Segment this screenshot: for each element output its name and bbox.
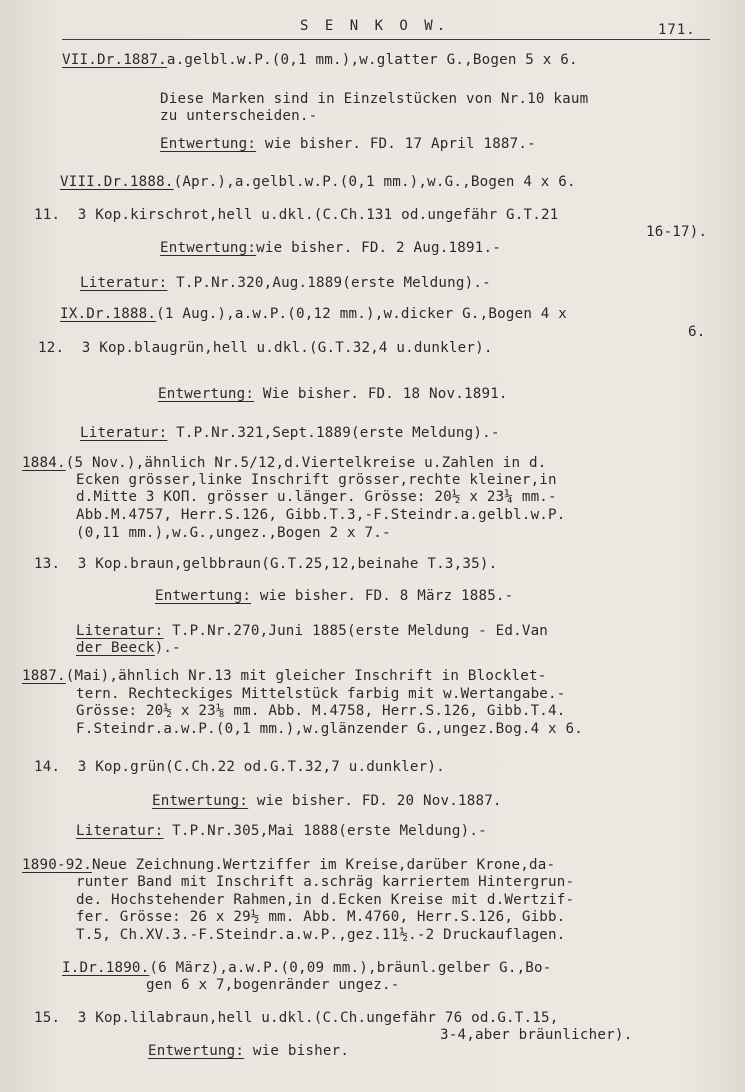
line-text: wie bisher. FD. 8 März 1885.- bbox=[251, 588, 514, 604]
text-line bbox=[160, 136, 536, 153]
line-text: tern. Rechteckiges Mittelstück farbig mit w.Wertangabe.- bbox=[76, 686, 566, 702]
text-line bbox=[22, 857, 555, 874]
line-text: runter Band mit Inschrift a.schräg karriertem Hintergrun- bbox=[76, 874, 575, 890]
text-line bbox=[76, 823, 487, 840]
line-text: fer. Grösse: 26 x 29½ mm. Abb. M.4760, Herr.S.126, Gibb. bbox=[76, 909, 566, 925]
text-line bbox=[646, 224, 707, 241]
text-line bbox=[80, 275, 491, 292]
text-line bbox=[76, 892, 574, 909]
line-text: 3 Kop.blaugrün,hell u.dkl.(G.T.32,4 u.dunkler). bbox=[81, 340, 493, 356]
item-number: 13. bbox=[34, 556, 78, 572]
underlined-heading: Entwertung: bbox=[160, 136, 257, 152]
text-line bbox=[440, 1027, 632, 1044]
underlined-heading: Entwertung: bbox=[148, 1043, 245, 1059]
text-line bbox=[62, 960, 552, 977]
underlined-heading: I.Dr.1890. bbox=[62, 960, 150, 976]
line-text: Neue Zeichnung.Wertziffer im Kreise,darüber Krone,da- bbox=[91, 857, 556, 873]
text-line bbox=[76, 489, 557, 506]
underlined-heading: Entwertung: bbox=[155, 588, 252, 604]
text-line bbox=[76, 703, 566, 720]
item-number: 15. bbox=[34, 1010, 78, 1026]
text-line bbox=[76, 721, 583, 738]
page-header-title: S E N K O W. bbox=[300, 18, 450, 34]
line-text: wie bisher. FD. 20 Nov.1887. bbox=[248, 793, 502, 809]
text-line bbox=[60, 174, 576, 191]
text-line bbox=[158, 386, 508, 403]
line-text: wie bisher. FD. 2 Aug.1891.- bbox=[256, 240, 501, 256]
header-rule bbox=[62, 39, 710, 40]
text-line bbox=[76, 927, 566, 944]
text-line bbox=[160, 240, 501, 257]
text-line bbox=[76, 507, 566, 524]
line-text: T.5, Ch.XV.3.-F.Steindr.a.w.P.,gez.11½.-2 Druckauflagen. bbox=[76, 927, 566, 943]
text-line bbox=[60, 306, 567, 323]
text-line bbox=[22, 668, 547, 685]
underlined-heading: Literatur: bbox=[80, 275, 168, 291]
underlined-heading: Entwertung: bbox=[158, 386, 255, 402]
underlined-heading: Entwertung: bbox=[152, 793, 249, 809]
text-line bbox=[688, 324, 705, 341]
line-text: T.P.Nr.321,Sept.1889(erste Meldung).- bbox=[167, 425, 500, 441]
line-text: Wie bisher. FD. 18 Nov.1891. bbox=[254, 386, 508, 402]
text-line bbox=[152, 793, 502, 810]
page-number: 171. bbox=[658, 22, 696, 38]
line-text: wie bisher. bbox=[244, 1043, 350, 1059]
line-text: d.Mitte 3 КОП. grösser u.länger. Grösse: 20½ x 23¼ mm.- bbox=[76, 489, 557, 505]
text-line bbox=[34, 759, 445, 776]
underlined-heading: VII.Dr.1887. bbox=[62, 52, 167, 68]
text-line bbox=[160, 91, 588, 108]
item-number: 12. bbox=[38, 340, 82, 356]
underlined-heading: IX.Dr.1888. bbox=[60, 306, 157, 322]
text-line bbox=[76, 686, 566, 703]
line-text: 3 Kop.lilabraun,hell u.dkl.(C.Ch.ungefähr 76 od.G.T.15, bbox=[77, 1010, 559, 1026]
underlined-heading: Literatur: bbox=[76, 823, 164, 839]
underlined-heading: 1884. bbox=[22, 455, 66, 471]
underlined-heading: Literatur: bbox=[76, 623, 164, 639]
line-text: gen 6 x 7,bogenränder ungez.- bbox=[146, 977, 400, 993]
underlined-heading: Entwertung: bbox=[160, 240, 257, 256]
line-text: (5 Nov.),ähnlich Nr.5/12,d.Viertelkreise u.Zahlen in d. bbox=[65, 455, 547, 471]
text-line bbox=[22, 455, 547, 472]
text-line bbox=[34, 207, 559, 224]
line-text: (6 März),a.w.P.(0,09 mm.),bräunl.gelber G.,Bo- bbox=[149, 960, 552, 976]
line-text: a.gelbl.w.P.(0,1 mm.),w.glatter G.,Bogen 5 x 6. bbox=[166, 52, 578, 68]
line-text: T.P.Nr.305,Mai 1888(erste Meldung).- bbox=[163, 823, 487, 839]
text-line bbox=[76, 874, 574, 891]
item-number: 14. bbox=[34, 759, 78, 775]
text-line bbox=[80, 425, 500, 442]
text-line bbox=[34, 1010, 559, 1027]
underlined-heading: 1890-92. bbox=[22, 857, 92, 873]
line-text: 3 Kop.kirschrot,hell u.dkl.(C.Ch.131 od.ungefähr G.T.21 bbox=[77, 207, 559, 223]
line-text: F.Steindr.a.w.P.(0,1 mm.),w.glänzender G.,ungez.Bog.4 x 6. bbox=[76, 721, 584, 737]
text-line bbox=[62, 52, 578, 69]
text-line bbox=[76, 472, 557, 489]
text-line bbox=[38, 340, 493, 357]
text-line bbox=[160, 108, 317, 125]
item-number: 11. bbox=[34, 207, 78, 223]
text-line bbox=[76, 623, 548, 640]
text-line bbox=[146, 977, 400, 994]
line-text: 3 Kop.braun,gelbbraun(G.T.25,12,beinahe T.3,35). bbox=[77, 556, 498, 572]
line-text: Abb.M.4757, Herr.S.126, Gibb.T.3,-F.Steindr.a.gelbl.w.P. bbox=[76, 507, 566, 523]
text-line bbox=[34, 556, 497, 573]
line-text: de. Hochstehender Rahmen,in d.Ecken Kreise mit d.Wertzif- bbox=[76, 892, 575, 908]
line-text: (1 Aug.),a.w.P.(0,12 mm.),w.dicker G.,Bogen 4 x bbox=[156, 306, 568, 322]
line-text: wie bisher. FD. 17 April 1887.- bbox=[256, 136, 536, 152]
line-text: Diese Marken sind in Einzelstücken von Nr.10 kaum bbox=[160, 91, 589, 107]
underlined-heading: Literatur: bbox=[80, 425, 168, 441]
line-text: 3-4,aber bräunlicher). bbox=[440, 1027, 633, 1043]
text-line bbox=[155, 588, 513, 605]
text-line bbox=[76, 525, 391, 542]
line-text: T.P.Nr.320,Aug.1889(erste Meldung).- bbox=[167, 275, 491, 291]
text-line bbox=[76, 640, 181, 657]
line-text: ).- bbox=[154, 640, 181, 656]
underlined-heading: VIII.Dr.1888. bbox=[60, 174, 174, 190]
line-text: T.P.Nr.270,Juni 1885(erste Meldung - Ed.Van bbox=[163, 623, 549, 639]
underlined-heading: 1887. bbox=[22, 668, 66, 684]
text-line bbox=[76, 909, 566, 926]
line-text: zu unterscheiden.- bbox=[160, 108, 318, 124]
line-text: (Mai),ähnlich Nr.13 mit gleicher Inschrift in Blocklet- bbox=[65, 668, 547, 684]
line-text: 6. bbox=[688, 324, 706, 340]
line-text: (Apr.),a.gelbl.w.P.(0,1 mm.),w.G.,Bogen 4 x 6. bbox=[173, 174, 576, 190]
line-text: (0,11 mm.),w.G.,ungez.,Bogen 2 x 7.- bbox=[76, 525, 391, 541]
line-text: Ecken grösser,linke Inschrift grösser,rechte kleiner,in bbox=[76, 472, 557, 488]
text-line bbox=[148, 1043, 349, 1060]
underlined-heading: der Beeck bbox=[76, 640, 155, 656]
line-text: Grösse: 20½ x 23⅛ mm. Abb. M.4758, Herr.S.126, Gibb.T.4. bbox=[76, 703, 566, 719]
line-text: 3 Kop.grün(C.Ch.22 od.G.T.32,7 u.dunkler). bbox=[77, 759, 445, 775]
line-text: 16-17). bbox=[646, 224, 708, 240]
